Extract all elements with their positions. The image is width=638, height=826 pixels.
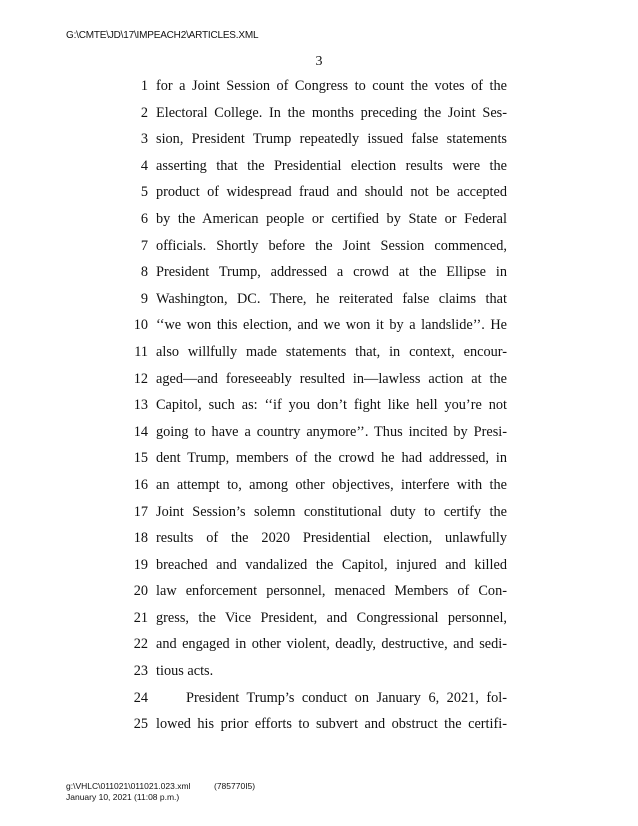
line-text: Electoral College. In the months preceding the Joint Ses-: [156, 104, 507, 121]
text-line: [0, 233, 638, 260]
line-number: 25: [133, 716, 148, 733]
line-number: 20: [133, 583, 148, 600]
line-number: 2: [140, 104, 148, 121]
line-number: 13: [133, 397, 148, 414]
text-line: [0, 685, 638, 712]
line-text: sion, President Trump repeatedly issued false statements: [156, 131, 507, 148]
line-number: 23: [133, 663, 148, 680]
line-text: tious acts.: [156, 663, 214, 680]
text-line: [0, 711, 638, 738]
text-line: [0, 179, 638, 206]
line-number: 22: [133, 636, 148, 653]
page-footer: [66, 781, 256, 803]
text-line: [0, 312, 638, 339]
line-number: 14: [133, 423, 148, 440]
line-number: 10: [133, 317, 148, 334]
text-line: [0, 658, 638, 685]
page-number: 3: [315, 54, 323, 69]
text-line: [0, 206, 638, 233]
line-text: an attempt to, among other objectives, interfere with the: [156, 476, 507, 493]
line-text: going to have a country anymore’’. Thus incited by Presi-: [156, 423, 507, 440]
text-line: [0, 126, 638, 153]
line-text: by the American people or certified by State or Federal: [156, 210, 507, 227]
line-text: and engaged in other violent, deadly, destructive, and sedi-: [156, 636, 507, 653]
line-number: 1: [140, 78, 148, 94]
text-line: [0, 499, 638, 526]
line-number: 17: [133, 503, 148, 520]
line-text: Joint Session’s solemn constitutional duty to certify the: [156, 503, 507, 520]
footer-file-path: g:\VHLC\011021\011021.023.xml: [66, 781, 191, 791]
text-line: [0, 286, 638, 313]
line-number: 19: [133, 556, 148, 573]
text-line: [0, 153, 638, 180]
line-number: 9: [140, 290, 148, 307]
line-text: Capitol, such as: ‘‘if you don’t fight like hell you’re not: [156, 397, 507, 414]
line-number: 4: [140, 157, 148, 174]
line-text: product of widespread fraud and should not be accepted: [156, 184, 507, 201]
line-number: 7: [140, 237, 148, 254]
line-text: gress, the Vice President, and Congressional personnel,: [156, 609, 507, 626]
file-path-header: G:\CMTE\JD\17\IMPEACH2\ARTICLES.XML: [66, 30, 259, 41]
text-line: [0, 605, 638, 632]
line-number: 21: [133, 609, 148, 626]
line-text: officials. Shortly before the Joint Session commenced,: [156, 237, 507, 254]
line-text: lowed his prior efforts to subvert and obstruct the certifi-: [156, 716, 507, 733]
footer-file-row: [66, 781, 256, 792]
line-text: results of the 2020 Presidential election, unlawfully: [156, 530, 507, 547]
text-line: [0, 445, 638, 472]
text-line: [0, 366, 638, 393]
line-text: President Trump, addressed a crowd at the Ellipse in: [156, 264, 507, 281]
text-line: [0, 100, 638, 127]
document-body: [0, 73, 638, 738]
footer-date-row: [66, 792, 190, 803]
line-text: breached and vandalized the Capitol, injured and killed: [156, 556, 507, 573]
line-text: law enforcement personnel, menaced Members of Con-: [156, 583, 507, 600]
footer-date: January 10, 2021 (11:08 p.m.): [66, 792, 180, 802]
text-line: [0, 525, 638, 552]
footer-reference-code: (785770I5): [214, 781, 256, 791]
text-line: [0, 259, 638, 286]
text-line: [0, 578, 638, 605]
text-line: [0, 392, 638, 419]
line-text: aged—and foreseeably resulted in—lawless action at the: [156, 370, 507, 387]
text-line: [0, 339, 638, 366]
text-line: [0, 73, 638, 100]
line-number: 3: [140, 131, 148, 148]
line-text: dent Trump, members of the crowd he had addressed, in: [156, 450, 507, 467]
line-number: 18: [133, 530, 148, 547]
line-number: 8: [140, 264, 148, 281]
text-line: [0, 552, 638, 579]
line-text: also willfully made statements that, in context, encour-: [156, 343, 507, 360]
line-text: for a Joint Session of Congress to count the votes of the: [156, 78, 507, 94]
line-number: 11: [134, 343, 148, 360]
line-number: 6: [140, 210, 148, 227]
line-number: 15: [133, 450, 148, 467]
line-text: Washington, DC. There, he reiterated false claims that: [156, 290, 507, 307]
line-text: asserting that the Presidential election results were the: [156, 157, 507, 174]
line-text: ‘‘we won this election, and we won it by a landslide’’. He: [156, 317, 507, 334]
text-line: [0, 472, 638, 499]
line-number: 12: [133, 370, 148, 387]
line-text: President Trump’s conduct on January 6, 2021, fol-: [186, 689, 507, 706]
text-line: [0, 631, 638, 658]
line-number: 5: [140, 184, 148, 201]
line-number: 16: [133, 476, 148, 493]
line-number: 24: [133, 689, 148, 706]
text-line: [0, 419, 638, 446]
